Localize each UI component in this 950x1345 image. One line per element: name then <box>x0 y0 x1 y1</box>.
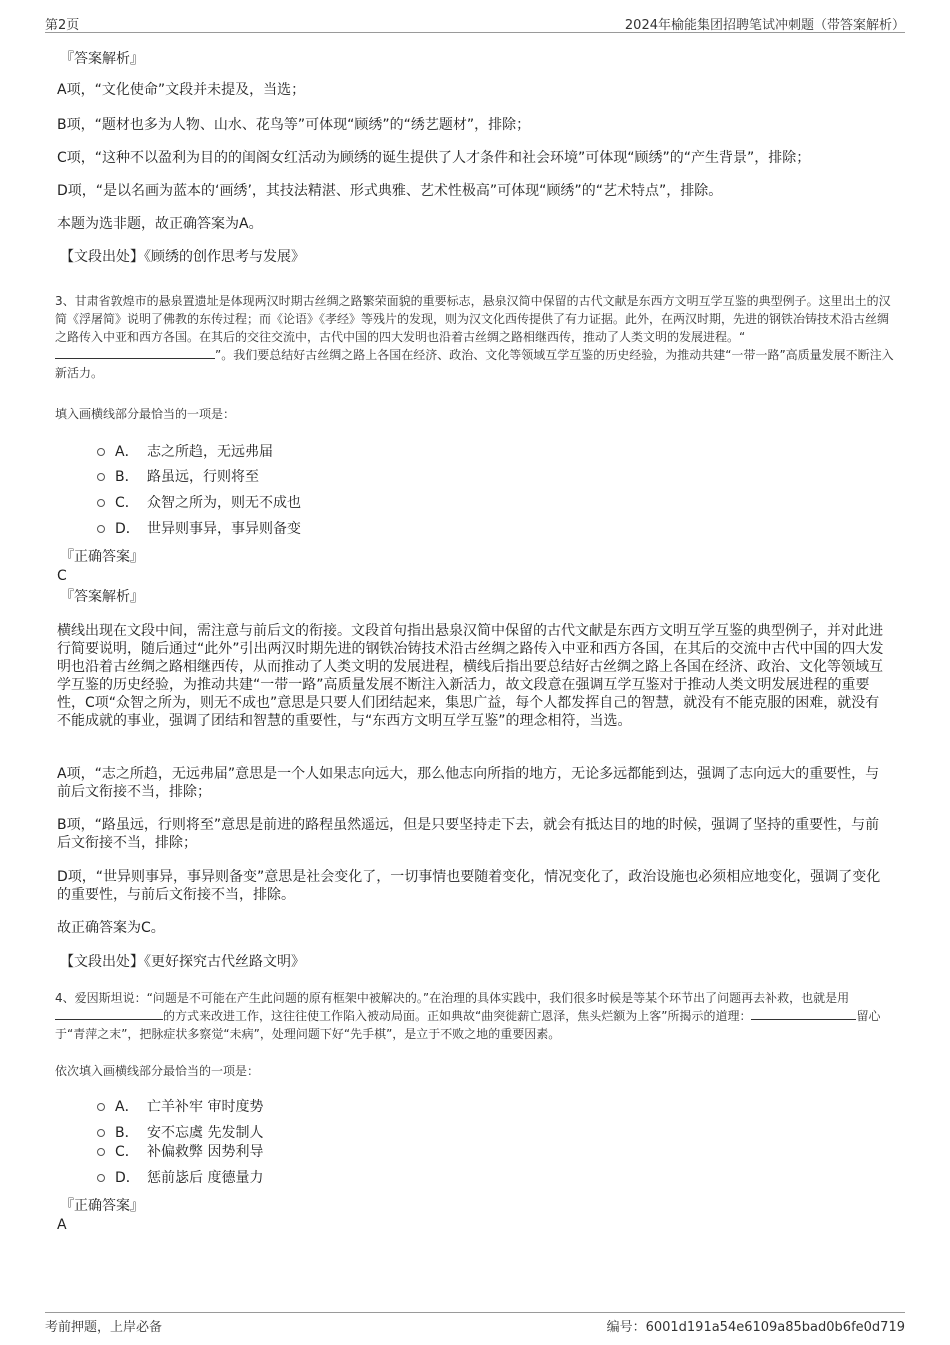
q4-blank-2 <box>751 1007 856 1020</box>
q2-analysis-line-a: A项，“文化使命”文段并未提及，当选； <box>57 82 306 98</box>
q3-blank <box>55 346 215 359</box>
page-header <box>45 12 905 33</box>
radio-icon[interactable] <box>97 1148 105 1156</box>
q4-answer-label: 『正确答案』 <box>60 1198 144 1214</box>
q3-stem-before: 3、甘肃省敦煌市的悬泉置遗址是体现两汉时期古丝绸之路繁荣面貌的重要标志，悬泉汉简中保留的古代文献是东西方文明互学互鉴的典型例子。这里出土的汉简《浮屠简》说明了佛教的东传过程；而《论语》《孝经》等残片的发现，则为汉文化西传提供了有力证据。此外，在两汉时期，先进的钢铁冶铸技术沿古丝绸之路传入中亚和西方各国。在其后的交往交流中，古代中国的四大发明也沿着古丝绸之路相继西传，推动了人类文明的发展进程。“ <box>55 294 891 344</box>
radio-icon[interactable] <box>97 499 105 507</box>
q2-analysis-line-b: B项，“题材也多为人物、山水、花鸟等”可体现“顾绣”的“绣艺题材”，排除； <box>57 117 531 133</box>
radio-icon[interactable] <box>97 1129 105 1137</box>
radio-icon[interactable] <box>97 1103 105 1111</box>
q4-blank-1 <box>55 1007 163 1020</box>
q4-stem-part1: 4、爱因斯坦说：“问题是不可能在产生此问题的原有框架中被解决的。”在治理的具体实践中，我们很多时候是等某个环节出了问题再去补救，也就是用 <box>55 991 850 1005</box>
page-number: 第2页 <box>45 18 80 33</box>
q3-analysis-option-d: D项，“世异则事异，事异则备变”意思是社会变化了，一切事情也要随着变化，情况变化了，政治设施也必须相应地变化，强调了变化的重要性，与前后文衔接不当，排除。 <box>57 869 881 903</box>
q4-option-b[interactable]: B． 安不忘虞 先发制人 <box>115 1124 263 1142</box>
q4-stem <box>55 989 900 1043</box>
q3-prompt: 填入画横线部分最恰当的一项是： <box>55 407 236 421</box>
q3-analysis: 横线出现在文段中间，需注意与前后文的衔接。文段首句指出悬泉汉简中保留的古代文献是东西方文明互学互鉴的典型例子，并对此进行简要说明，随后通过“此外”引出两汉时期先进的钢铁冶铸技术沿古丝绸之路传入中亚和西方各国，在其后的交流中古代中国的四大发明也沿着古丝绸之路相继西传，从而推动了人类文明的发展进程，横线后指出要总结好古丝绸之路上各国在经济、政治、文化等领域互学互鉴的历史经验，为推动共建“一带一路”高质量发展不断注入新活力，故文段意在强调互学互鉴对于推动人类文明发展进程的重要性，C项“众智之所为，则无不成也”意思是只要人们团结起来，集思广益，每个人都发挥自己的智慧，就没有不能克服的困难，就没有不能成就的事业，强调了团结和智慧的重要性，与“东西方文明互学互鉴”的理念相符，当选。 <box>57 623 884 729</box>
q3-conclusion: 故正确答案为C。 <box>57 920 165 936</box>
q2-analysis-line-c: C项，“这种不以盈利为目的的闺阁女红活动为顾绣的诞生提供了人才条件和社会环境”可体现“顾绣”的“产生背景”，排除； <box>57 150 811 166</box>
radio-icon[interactable] <box>97 473 105 481</box>
q4-prompt: 依次填入画横线部分最恰当的一项是： <box>55 1064 260 1078</box>
radio-icon[interactable] <box>97 448 105 456</box>
q2-conclusion: 本题为选非题，故正确答案为A。 <box>57 216 263 232</box>
q4-stem-part3: 留心于“青萍之末”，把脉症状多察觉“未病”，处理问题下好“先手棋”，是立于不败之地的重要因素。 <box>55 1009 881 1041</box>
q4-option-c[interactable]: C． 补偏救弊 因势利导 <box>115 1143 263 1161</box>
document-id: 编号：6001d191a54e6109a85bad0b6fe0d719 <box>606 1320 905 1335</box>
q4-answer: A <box>57 1217 67 1233</box>
q3-analysis-option-b: B项，“路虽远，行则将至”意思是前进的路程虽然遥远，但是只要坚持走下去，就会有抵达目的地的时候，强调了坚持的重要性，与前后文衔接不当，排除； <box>57 817 880 851</box>
footer-slogan: 考前押题，上岸必备 <box>45 1320 163 1335</box>
radio-icon[interactable] <box>97 525 105 533</box>
q3-option-a[interactable]: A． 志之所趋，无远弗届 <box>115 443 273 461</box>
q3-stem <box>55 292 900 382</box>
q4-option-a[interactable]: A． 亡羊补牢 审时度势 <box>115 1098 263 1116</box>
q3-answer-label: 『正确答案』 <box>60 549 144 565</box>
q3-option-b[interactable]: B． 路虽远，行则将至 <box>115 468 259 486</box>
q3-answer: C <box>57 568 67 584</box>
document-title: 2024年榆能集团招聘笔试冲刺题（带答案解析） <box>624 18 905 33</box>
q2-analysis-line-d: D项，“是以名画为蓝本的‘画绣’，其技法精湛、形式典雅、艺术性极高”可体现“顾绣”的“艺术特点”，排除。 <box>57 183 723 199</box>
q4-stem-part2: 的方式来改进工作，这往往使工作陷入被动局面。正如典故“曲突徙薪亡恩泽，焦头烂额为上客”所揭示的道理： <box>163 1009 752 1023</box>
q3-analysis-label: 『答案解析』 <box>60 589 144 605</box>
q2-analysis-label: 『答案解析』 <box>60 51 144 67</box>
q4-option-d[interactable]: D． 惩前毖后 度德量力 <box>115 1169 263 1187</box>
page-footer <box>45 1312 905 1335</box>
q2-source: 【文段出处】《顾绣的创作思考与发展》 <box>60 249 305 265</box>
q3-analysis-option-a: A项，“志之所趋，无远弗届”意思是一个人如果志向远大，那么他志向所指的地方，无论多远都能到达，强调了志向远大的重要性，与前后文衔接不当，排除； <box>57 766 880 800</box>
q3-option-c[interactable]: C． 众智之所为，则无不成也 <box>115 494 301 512</box>
q3-option-d[interactable]: D． 世异则事异，事异则备变 <box>115 520 301 538</box>
q3-stem-after: ”。我们要总结好古丝绸之路上各国在经济、政治、文化等领域互学互鉴的历史经验，为推动共建“一带一路”高质量发展不断注入新活力。 <box>55 348 894 380</box>
q3-source: 【文段出处】《更好探究古代丝路文明》 <box>60 954 305 970</box>
radio-icon[interactable] <box>97 1174 105 1182</box>
